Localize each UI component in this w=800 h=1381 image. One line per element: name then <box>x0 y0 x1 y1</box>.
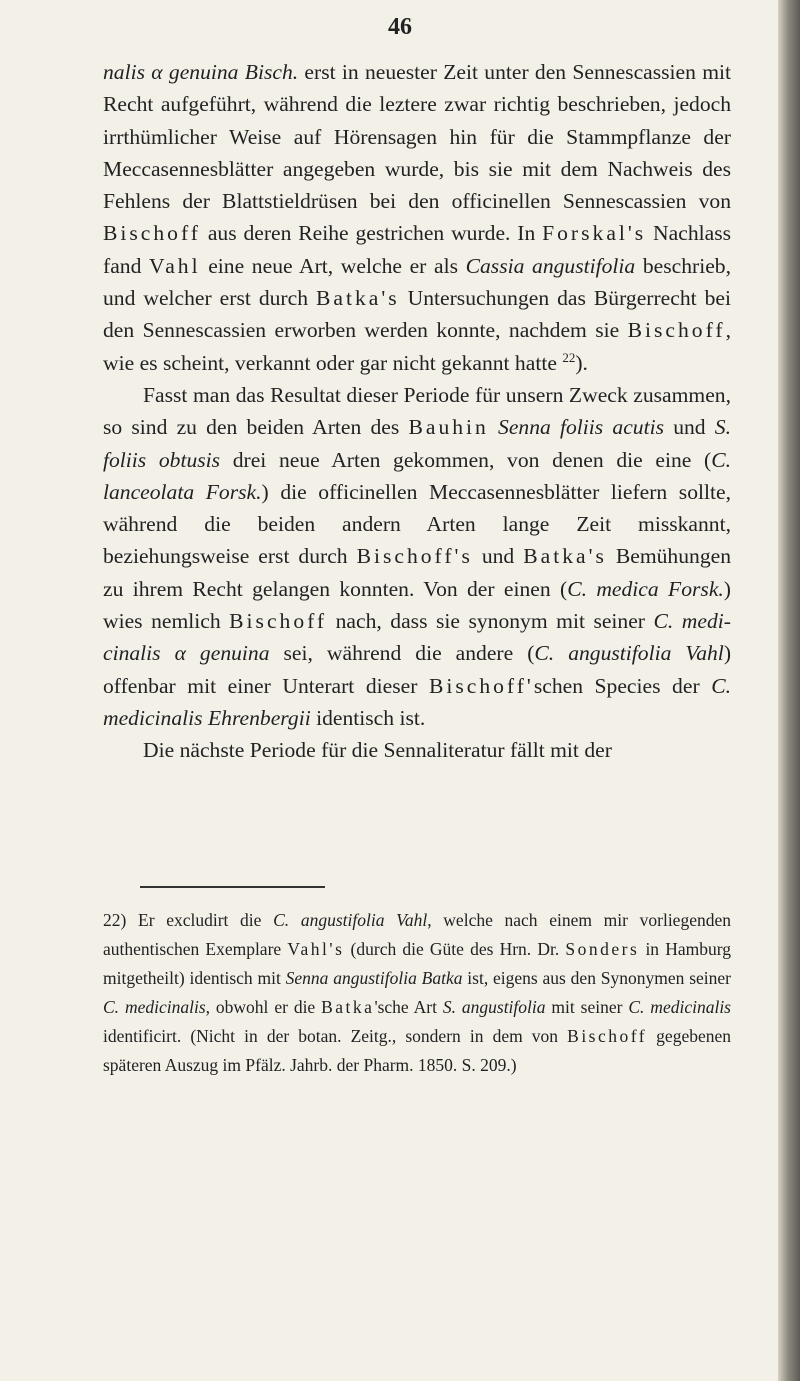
spaced-name: Bischoff <box>627 318 726 343</box>
spaced-name: Batka <box>321 997 375 1017</box>
paragraph <box>103 56 731 379</box>
text-run: ) die officinellen Meccasennesblätter liefern sollte, während die beiden andern Arten lange Zeit misskannt, beziehungsweise erst durch <box>103 479 731 569</box>
text-run: gegebenen späteren Auszug im Pfälz. Jahrb. der Pharm. 1850. S. 209.) <box>103 1026 732 1075</box>
text-run: nach, dass sie synonym mit seiner <box>327 609 654 634</box>
text-run: , obwohl er die <box>205 997 322 1017</box>
text-run: Die nächste Periode für die Sennaliteratur fällt mit der <box>143 738 612 763</box>
spaced-name: Bischoff <box>229 609 328 634</box>
italic-text: C. lanceolata Forsk. <box>103 447 731 504</box>
italic-text: C. medicinalis α genuina <box>103 609 731 666</box>
text-run: Bemühungen zu ihrem Recht gelangen konnten. Von der einen ( <box>103 544 731 601</box>
spaced-name: Batka's <box>315 286 400 311</box>
italic-text: Cassia angustifolia <box>465 253 636 278</box>
spaced-name: Bischoff's <box>356 544 473 569</box>
italic-text: S. foliis obtusis <box>103 415 731 472</box>
text-run: , wie es scheint, verkannt oder gar nicht gekannt hatte <box>103 318 731 375</box>
text-run: 'sche Art <box>374 997 443 1017</box>
italic-text: C. angustifolia Vahl <box>273 910 428 930</box>
text-run: identificirt. (Nicht in der botan. Zeitg., sondern in dem von <box>103 1026 568 1046</box>
text-run: erst in neuester Zeit unter den Sennescassien mit Recht aufgeführt, während die leztere zwar richtig beschrieben, jedoch irrthümlicher Weise auf Hörensagen hin für die Stammpflanze der Meccasennesblätter angegeben wurde, bis sie mit dem Nachweis des Fehlens der Blattstieldrüsen bei den officinellen Sennescassien von <box>103 60 732 214</box>
spaced-name: Batka's <box>523 544 607 569</box>
text-run: Fasst man das Resultat dieser Periode für unsern Zweck zusammen, so sind zu den beiden Arten des <box>103 382 731 440</box>
text-run: aus deren Reihe gestrichen wurde. In <box>200 221 543 246</box>
text-run: Nachlass fand <box>103 221 732 278</box>
text-run: (durch die Güte des Hrn. Dr. <box>344 939 566 959</box>
text-run: in Hamburg mitgetheilt) identisch mit <box>103 939 731 988</box>
italic-text: C. medica Forsk. <box>567 576 724 601</box>
main-text <box>103 56 731 767</box>
italic-text: C. angustifolia Vahl <box>534 641 724 666</box>
text-run: Untersuchungen das Bürgerrecht bei den Sennescassien erworben werden konnte, nachdem sie <box>103 286 731 343</box>
text-run: ). <box>575 350 588 375</box>
text-run: schen Species der <box>533 673 712 698</box>
text-run: 22) Er excludirt die <box>103 910 274 930</box>
text-run: sei, während die andere ( <box>269 641 535 666</box>
spaced-name: Bischoff <box>567 1026 648 1046</box>
spaced-name: Sonders <box>565 939 640 959</box>
footnote-separator <box>140 886 325 888</box>
italic-text: Senna foliis acutis <box>498 415 664 440</box>
italic-text: C. medicinalis Ehrenbergii <box>103 673 731 730</box>
italic-text: S. angustifolia <box>442 997 546 1017</box>
page-number: 46 <box>388 14 412 40</box>
text-run: beschrieb, und welcher erst durch <box>103 253 731 311</box>
text-run: ist, eigens aus den Synonymen seiner <box>462 968 731 988</box>
text-run: ) offenbar mit einer Unterart dieser <box>103 641 732 698</box>
spaced-name: Forskal's <box>542 221 647 246</box>
text-run: identisch ist. <box>310 705 426 730</box>
spaced-name: Vahl <box>149 253 201 278</box>
spaced-name: Bischoff' <box>428 673 534 698</box>
italic-text: Senna angustifolia Batka <box>285 968 463 988</box>
paragraph <box>103 379 731 734</box>
italic-text: nalis α genuina Bisch. <box>103 60 299 84</box>
text-run: drei neue Arten gekommen, von denen die eine ( <box>220 447 712 472</box>
italic-text: C. medicinalis <box>628 997 731 1017</box>
text-run: und <box>472 544 524 569</box>
footnote-ref: 22 <box>562 349 576 365</box>
text-run: und <box>664 415 715 440</box>
text-run: ) wies nemlich <box>103 576 731 634</box>
text-run <box>489 415 498 439</box>
text-run: eine neue Art, welche er als <box>200 253 466 278</box>
text-run: mit seiner <box>545 997 629 1017</box>
page-edge-shadow <box>778 0 800 1381</box>
paragraph <box>103 734 731 766</box>
spaced-name: Bauhin <box>408 415 489 440</box>
text-run: , welche nach einem mir vorliegenden authentischen Exemplare <box>103 910 731 959</box>
spaced-name: Bischoff <box>103 221 201 246</box>
italic-text: C. medicinalis <box>103 997 206 1017</box>
spaced-name: Vahl's <box>287 939 345 959</box>
footnote-22 <box>103 906 731 1080</box>
